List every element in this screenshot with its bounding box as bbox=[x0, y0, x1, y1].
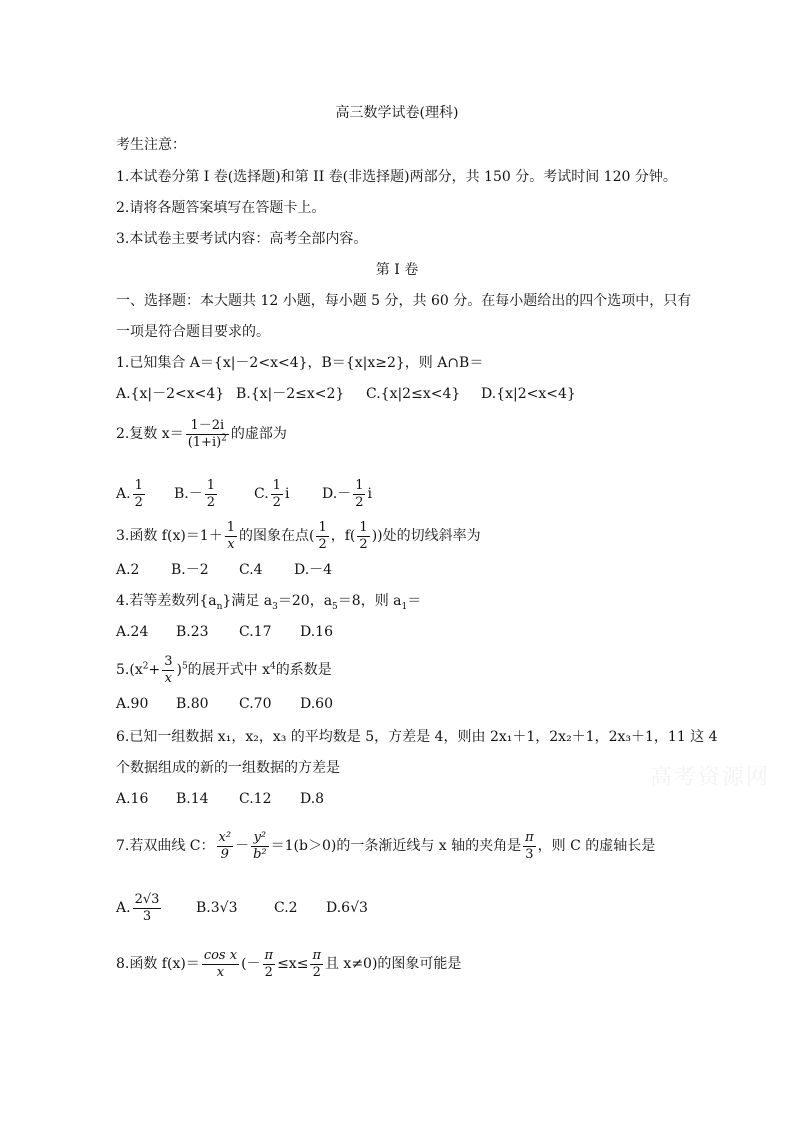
question-1-options bbox=[116, 387, 576, 401]
question-5-options bbox=[116, 697, 333, 711]
option-a: A.2 bbox=[116, 562, 140, 578]
question-4-stem: 4.若等差数列$\{a_n\}$满足 $a_3=20$，$a_5=8$，则 $a_1=$ bbox=[116, 593, 422, 612]
option-b: B.－2 bbox=[171, 562, 209, 578]
option-b: B.3√3 bbox=[196, 900, 238, 917]
option-d: D.{x|2<x<4} bbox=[481, 386, 576, 402]
page-title: 高三数学试卷(理科) bbox=[335, 105, 459, 121]
q2-denominator: $(1+i)^2$ bbox=[187, 433, 227, 450]
question-8-stem: 8.函数 f(x)＝ $\frac{\text{cos x}}{x}$ (－ $\frac{\pi}{2}$ ≤x≤ $\frac{\pi}{2}$ 且 x≠0)的图象可能是 bbox=[116, 948, 462, 980]
question-6-options bbox=[116, 792, 324, 806]
option-b: B.23 bbox=[176, 624, 209, 640]
question-7-stem: 7.若双曲线 C： $\frac{\text{x²}}{9}$ － $\frac{\text{y²}}{\text{b²}}$ ＝1(b＞0)的一条渐近线与 x 轴的夹角是 $\frac{\pi}{3}$ ，则 C 的虚轴长是 bbox=[116, 830, 656, 862]
option-c: C.70 bbox=[239, 696, 272, 712]
option-a: A.16 bbox=[116, 791, 149, 807]
option-c: C.12 bbox=[239, 791, 272, 807]
option-c: C.17 bbox=[239, 624, 272, 640]
question-2-stem bbox=[116, 418, 287, 450]
option-c: C.{x|2≤x<4} bbox=[366, 386, 461, 402]
option-a: A. $\frac{2√3}{3}$ bbox=[116, 892, 160, 924]
volume-heading: 第 I 卷 bbox=[375, 262, 419, 278]
option-d: D.60 bbox=[300, 696, 333, 712]
question-6-stem-line2: 个数据组成的新的一组数据的方差是 bbox=[116, 760, 340, 776]
option-c: C. $\frac{1}{2}$ i bbox=[254, 478, 290, 510]
question-3-stem: 3.函数 f(x)＝1＋ $\frac{1}{x}$ 的图象在点( $\frac{1}{2}$ ，f( $\frac{1}{2}$ ))处的切线斜率为 bbox=[116, 520, 481, 552]
option-d: D.8 bbox=[300, 791, 325, 807]
notice-item-1: 1.本试卷分第 I 卷(选择题)和第 II 卷(非选择题)两部分，共 150 分。考试时间 120 分钟。 bbox=[116, 169, 677, 185]
option-d: D.6√3 bbox=[326, 900, 368, 917]
question-1-stem: 1.已知集合 A＝{x|－2<x<4}，B＝{x|x≥2}，则 A∩B＝ bbox=[116, 355, 484, 371]
q2-numerator: 1－2i bbox=[186, 418, 229, 435]
option-a: A.24 bbox=[116, 624, 149, 640]
question-2-options bbox=[116, 478, 372, 510]
option-b: B.－ $\frac{1}{2}$ bbox=[174, 478, 216, 510]
notice-item-2: 2.请将各题答案填写在答题卡上。 bbox=[116, 200, 326, 216]
option-d: D.－4 bbox=[294, 562, 333, 578]
watermark: 高考资源网 bbox=[650, 765, 771, 790]
question-4-options bbox=[116, 625, 333, 639]
option-b: B.80 bbox=[176, 696, 209, 712]
option-b: B.14 bbox=[176, 791, 209, 807]
question-3-options bbox=[116, 563, 332, 577]
q2-prefix: 2.复数 x＝ bbox=[116, 426, 184, 443]
option-d: D.16 bbox=[300, 624, 333, 640]
option-c: C.4 bbox=[239, 562, 263, 578]
q2-suffix: 的虚部为 bbox=[230, 426, 287, 443]
section-instruction-line1: 一、选择题：本大题共 12 小题，每小题 5 分，共 60 分。在每小题给出的四个选项中，只有 bbox=[116, 293, 692, 309]
option-a: A.90 bbox=[116, 696, 149, 712]
option-a: A. $\frac{1}{2}$ bbox=[116, 478, 143, 510]
section-instruction-line2: 一项是符合题目要求的。 bbox=[116, 324, 270, 340]
option-a: A.{x|－2<x<4} bbox=[116, 386, 225, 402]
option-c: C.2 bbox=[274, 900, 298, 917]
q2-fraction bbox=[186, 418, 229, 450]
question-6-stem-line1: 6.已知一组数据 x₁，x₂，x₃ 的平均数是 5，方差是 4，则由 2x₁＋1，2x₂＋1，2x₃＋1，11 这 4 bbox=[116, 729, 718, 745]
notice-heading: 考生注意： bbox=[116, 137, 186, 153]
option-b: B.{x|－2≤x<2} bbox=[236, 386, 345, 402]
question-7-options bbox=[116, 892, 368, 924]
notice-item-3: 3.本试卷主要考试内容：高考全部内容。 bbox=[116, 231, 368, 247]
option-d: D.－ $\frac{1}{2}$ i bbox=[322, 478, 372, 510]
question-5-stem: $5.(x^2+$ $\frac{3}{x}$ )$^5$的展开式中 $x^4$的系数是 bbox=[116, 654, 332, 686]
